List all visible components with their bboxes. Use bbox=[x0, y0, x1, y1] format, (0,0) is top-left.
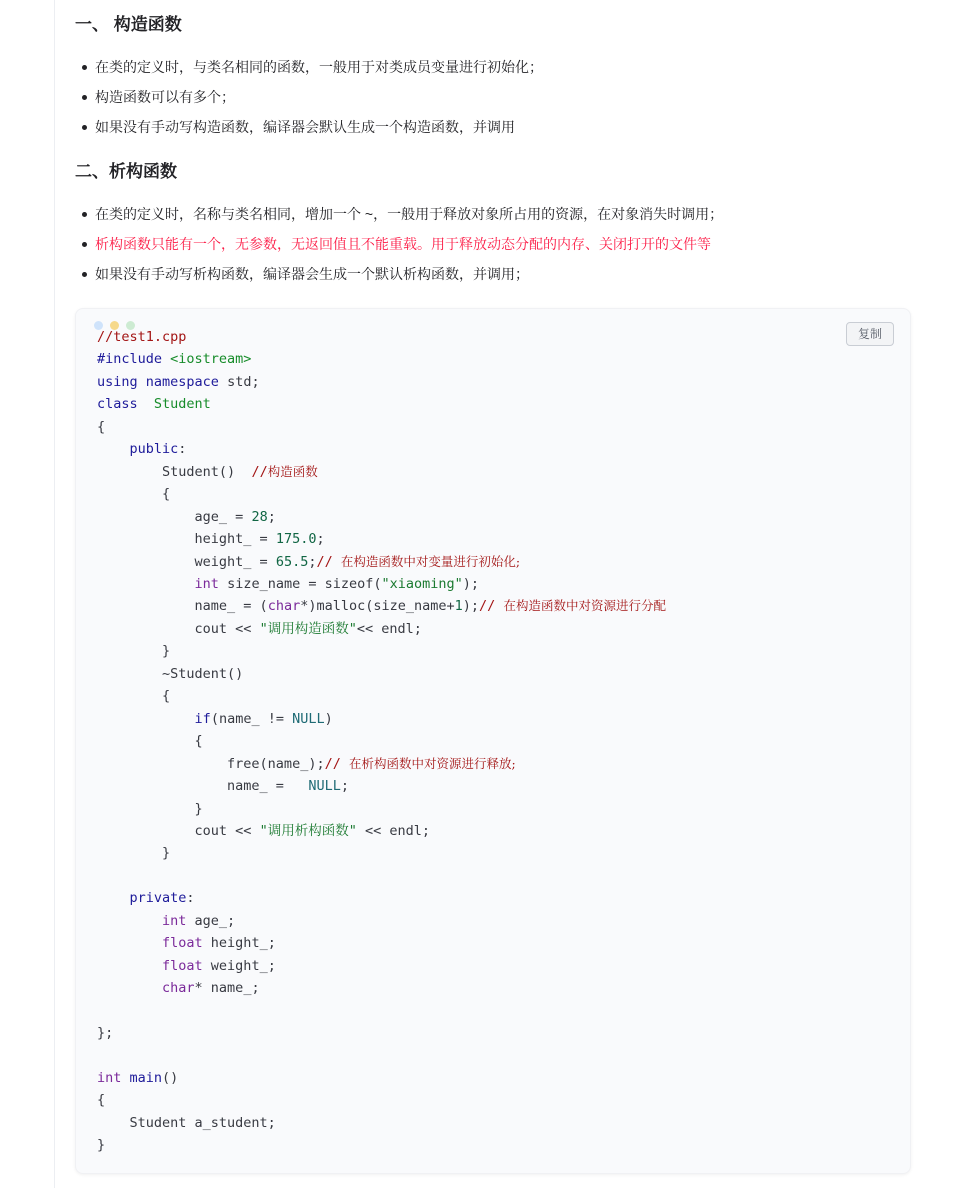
list-item: 如果没有手动写构造函数，编译器会默认生成一个构造函数，并调用 bbox=[95, 112, 543, 142]
code-line: } bbox=[97, 643, 171, 660]
section-heading-destructor: 二、析构函数 bbox=[75, 162, 177, 181]
code-line: name_ = (char*)malloc(size_name+1);// 在构造函数中对资源进行分配 bbox=[97, 598, 666, 615]
code-line: if(name_ != NULL) bbox=[194, 710, 333, 727]
code-line: float height_; bbox=[162, 935, 276, 952]
code-line: char* name_; bbox=[162, 980, 260, 997]
code-line: { bbox=[97, 1092, 106, 1109]
code-line: height_ = 175.0; bbox=[97, 531, 325, 548]
code-line: { bbox=[97, 688, 171, 705]
code-line: { bbox=[97, 486, 171, 503]
copy-button[interactable]: 复制 bbox=[846, 322, 894, 346]
constructor-bullet-list bbox=[75, 52, 543, 142]
code-line: #include <iostream> bbox=[97, 351, 252, 368]
list-item: 如果没有手动写析构函数，编译器会生成一个默认析构函数，并调用； bbox=[95, 259, 723, 289]
code-line: Student a_student; bbox=[97, 1114, 276, 1131]
code-line: using namespace std; bbox=[97, 373, 260, 390]
code-line: int size_name = sizeof("xiaoming"); bbox=[194, 575, 480, 592]
list-item: 在类的定义时，名称与类名相同，增加一个 ~，一般用于释放对象所占用的资源，在对象消失时调用； bbox=[95, 199, 723, 229]
code-line: { bbox=[97, 418, 106, 435]
code-line: } bbox=[97, 845, 171, 862]
code-line: private: bbox=[129, 890, 195, 907]
code-line: Student() //构造函数 bbox=[97, 463, 318, 480]
code-line: age_ = 28; bbox=[97, 508, 276, 525]
code-line: int main() bbox=[97, 1069, 179, 1086]
code-line: float weight_; bbox=[162, 957, 276, 974]
code-content bbox=[97, 326, 666, 1157]
code-line: }; bbox=[97, 1025, 114, 1042]
code-block bbox=[75, 308, 911, 1174]
list-item: 在类的定义时，与类名相同的函数，一般用于对类成员变量进行初始化； bbox=[95, 52, 543, 82]
code-line: cout << "调用析构函数" << endl; bbox=[97, 822, 430, 839]
list-item: 构造函数可以有多个； bbox=[95, 82, 543, 112]
article-body bbox=[54, 0, 954, 1188]
code-line: { bbox=[97, 733, 203, 750]
section-heading-constructor: 一、 构造函数 bbox=[75, 15, 182, 34]
destructor-bullet-list bbox=[75, 199, 723, 289]
code-line: class Student bbox=[97, 396, 211, 413]
code-line: //test1.cpp bbox=[97, 329, 187, 345]
code-line: } bbox=[97, 800, 203, 817]
code-line: free(name_);// 在析构函数中对资源进行释放; bbox=[97, 755, 516, 772]
code-line: public: bbox=[129, 441, 187, 458]
code-line: cout << "调用构造函数"<< endl; bbox=[97, 620, 422, 637]
list-item-highlighted: 析构函数只能有一个，无参数，无返回值且不能重载。用于释放动态分配的内存、关闭打开的文件等 bbox=[95, 229, 723, 259]
code-line: int age_; bbox=[162, 912, 236, 929]
code-line: name_ = NULL; bbox=[97, 778, 349, 795]
code-line: } bbox=[97, 1137, 106, 1154]
code-line: ~Student() bbox=[97, 665, 244, 682]
code-line: weight_ = 65.5;// 在构造函数中对变量进行初始化; bbox=[97, 553, 521, 570]
